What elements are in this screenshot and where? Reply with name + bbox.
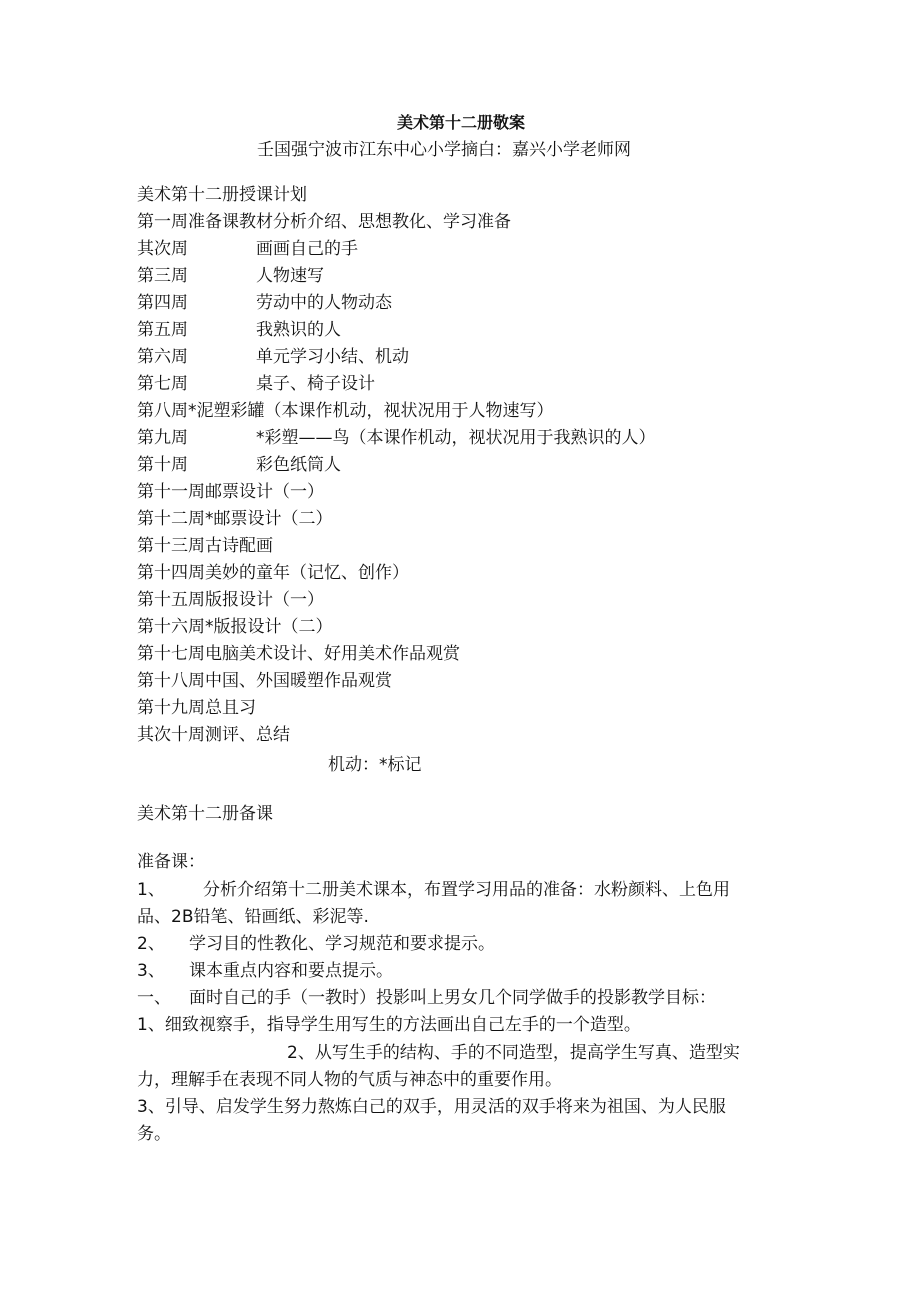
week-11-line: 第十一周邮票设计（一） [137,482,324,502]
week-20-line: 其次十周测评、总结 [137,725,290,745]
plan-heading: 美术第十二册授课计划 [137,185,307,205]
lesson-1-number: 一、 [137,988,171,1008]
week-4-content: 劳动中的人物动态 [256,293,392,313]
week-12-line: 第十二周*邮票设计（二） [137,509,333,529]
prep-item-1-line-1: 分析介绍第十二册美术课本，布置学习用品的准备：水粉颜料、上色用 [203,880,730,900]
document-subtitle: 壬国强宁波市江东中心小学摘白：嘉兴小学老师网 [257,140,631,160]
prep-sub-heading: 准备课： [137,852,205,872]
lesson-1-goal-3-line-1: 3、引导、启发学生努力熬炼白己的双手，用灵活的双手将来为祖国、为人民服 [137,1097,726,1117]
week-1-line: 第一周准备课教材分析介绍、思想教化、学习准备 [137,212,511,232]
week-9-content: *彩塑——鸟（本课作机动，视状况用于我熟识的人） [256,428,656,448]
week-16-line: 第十六周*版报设计（二） [137,617,333,637]
week-17-line: 第十七周电脑美术设计、好用美术作品观赏 [137,644,460,664]
week-19-line: 第十九周总且习 [137,698,256,718]
prep-item-1-number: 1、 [137,880,165,900]
week-13-line: 第十三周古诗配画 [137,536,273,556]
lesson-1-title: 面时自己的手（一教时）投影叫上男女几个同学做手的投影教学目标： [189,988,716,1008]
lesson-1-goal-2-line-2: 力，理解手在表现不同人物的气质与神态中的重要作用。 [137,1070,562,1090]
prep-item-2-number: 2、 [137,934,165,954]
week-10-content: 彩色纸筒人 [256,455,341,475]
week-7-label: 第七周 [137,374,188,394]
week-3-content: 人物速写 [256,266,324,286]
prep-heading: 美术第十二册备课 [137,804,273,824]
lesson-1-goal-2-line-1: 2、从写生手的结构、手的不同造型，提高学生写真、造型实 [287,1043,740,1063]
week-2-label: 其次周 [137,239,188,259]
flex-note: 机动：*标记 [328,755,422,775]
week-15-line: 第十五周版报设计（一） [137,590,324,610]
lesson-1-goal-1: 1、细致视察手，指导学生用写生的方法画出自己左手的一个造型。 [137,1015,641,1035]
week-6-content: 单元学习小结、机动 [256,347,409,367]
prep-item-3-text: 课本重点内容和要点提示。 [189,961,393,981]
week-10-label: 第十周 [137,455,188,475]
week-18-line: 第十八周中国、外国暖塑作品观赏 [137,671,392,691]
week-5-content: 我熟识的人 [256,320,341,340]
week-2-content: 画画自己的手 [256,239,358,259]
week-5-label: 第五周 [137,320,188,340]
prep-item-1-line-2: 品、2B铅笔、铅画纸、彩泥等. [137,907,369,927]
week-8-line: 第八周*泥塑彩罐（本课作机动，视状况用于人物速写） [137,401,554,421]
prep-item-2-text: 学习目的性教化、学习规范和要求提示。 [189,934,495,954]
week-9-label: 第九周 [137,428,188,448]
document-title: 美术第十二册敬案 [397,113,526,132]
week-6-label: 第六周 [137,347,188,367]
week-14-line: 第十四周美妙的童年（记忆、创作） [137,563,409,583]
prep-item-3-number: 3、 [137,961,165,981]
week-4-label: 第四周 [137,293,188,313]
week-7-content: 桌子、椅子设计 [256,374,375,394]
week-3-label: 第三周 [137,266,188,286]
lesson-1-goal-3-line-2: 务。 [137,1124,171,1144]
